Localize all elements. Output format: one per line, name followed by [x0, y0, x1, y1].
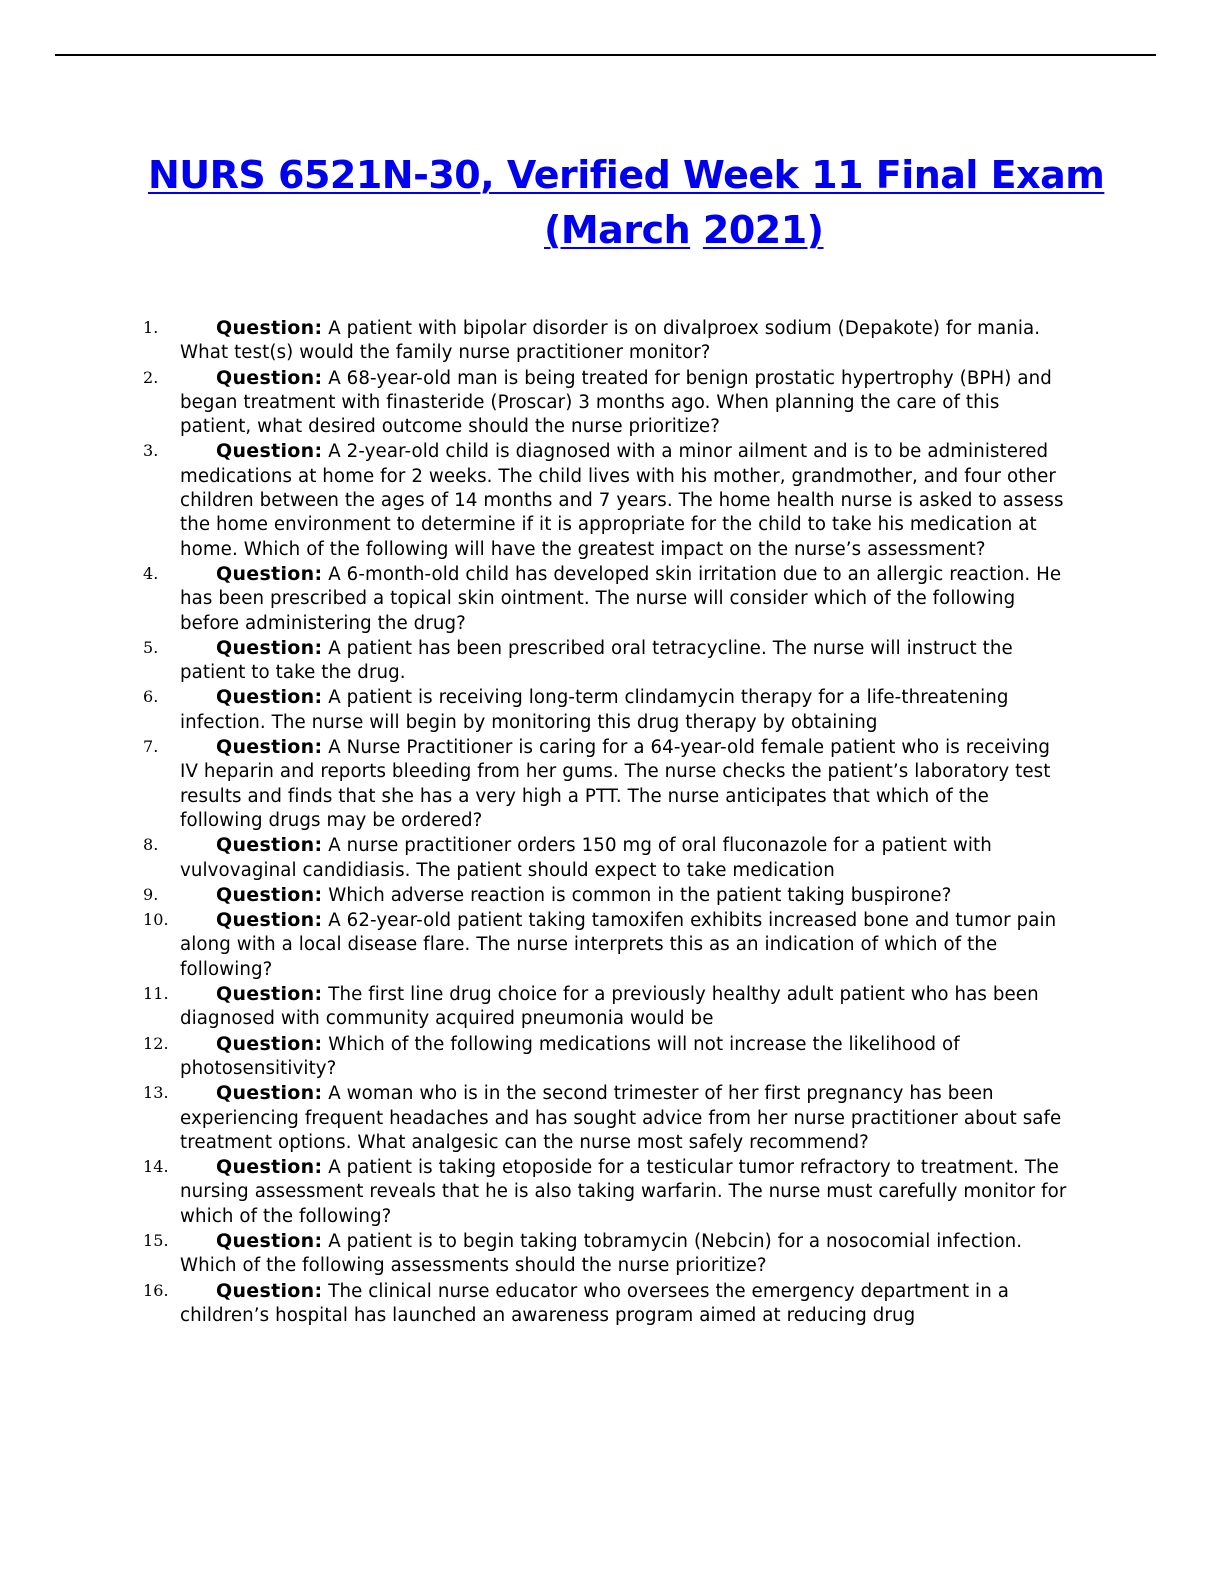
- question-label: Question:: [216, 366, 323, 389]
- question-number: 7.: [143, 737, 159, 757]
- question-text: A nurse practitioner orders 150 mg of oral fluconazole for a patient with vulvovaginal candidiasis. The patient should expect to take medication: [180, 835, 992, 881]
- question-label: Question:: [216, 317, 323, 339]
- question-item: [143, 316, 1068, 366]
- question-number: 16.: [143, 1280, 169, 1300]
- question-number: 5.: [143, 637, 159, 657]
- question-item: [143, 562, 1068, 636]
- question-text: A patient has been prescribed oral tetracycline. The nurse will instruct the patient to take the drug.: [180, 637, 1013, 684]
- question-list: [143, 316, 1068, 1328]
- question-number: 6.: [143, 687, 159, 707]
- question-text: The first line drug choice for a previously healthy adult patient who has been diagnosed with community acquired pneumonia would be: [180, 984, 1039, 1030]
- question-number: 4.: [143, 563, 159, 583]
- question-item: [143, 439, 1068, 561]
- question-number: 15.: [143, 1230, 169, 1250]
- question-label: Question:: [216, 736, 323, 759]
- title-link-month[interactable]: (March: [544, 208, 691, 252]
- question-text: A 68-year-old man is being treated for benign prostatic hypertrophy (BPH) and began treatment with finasteride (Proscar) 3 months ago. When planning the care of this patient, what desired outcome should the nurse prioritize?: [180, 367, 1052, 438]
- title-line-2: [148, 203, 1108, 258]
- question-text: A patient is receiving long-term clindamycin therapy for a life-threatening infection. The nurse will begin by monitoring this drug therapy by obtaining: [180, 687, 1009, 733]
- question-text: A Nurse Practitioner is caring for a 64-year-old female patient who is receiving IV heparin and reports bleeding from her gums. The nurse checks the patient’s laboratory test results and finds that she has a very high a PTT. The nurse anticipates that which of the following drugs may be ordered?: [180, 737, 1051, 831]
- question-item: [143, 685, 1068, 735]
- question-item: [143, 833, 1068, 883]
- question-label: Question:: [216, 1229, 323, 1252]
- question-text: A 62-year-old patient taking tamoxifen exhibits increased bone and tumor pain along with a local disease flare. The nurse interprets this as an indication of which of the following?: [180, 910, 1057, 980]
- question-number: 12.: [143, 1033, 169, 1053]
- question-label: Question:: [216, 834, 323, 857]
- question-item: [143, 883, 1068, 908]
- question-label: Question:: [216, 686, 323, 709]
- question-label: Question:: [216, 636, 323, 659]
- question-number: 14.: [143, 1157, 169, 1177]
- question-text: A 6-month-old child has developed skin irritation due to an allergic reaction. He has been prescribed a topical skin ointment. The nurse will consider which of the following before administering the drug?: [180, 563, 1062, 634]
- question-text: A patient is to begin taking tobramycin (Nebcin) for a nosocomial infection. Which of the following assessments should the nurse prioritize?: [180, 1230, 1023, 1277]
- top-horizontal-rule: [55, 54, 1156, 56]
- question-item: [143, 1155, 1068, 1229]
- question-number: 3.: [143, 441, 159, 461]
- title-link-year[interactable]: 2021): [702, 208, 824, 252]
- question-label: Question:: [216, 909, 323, 932]
- question-label: Question:: [216, 983, 323, 1006]
- question-label: Question:: [216, 1279, 323, 1302]
- question-label: Question:: [216, 562, 323, 585]
- title-link-course[interactable]: NURS 6521N-30, Verified Week 11 Final Exam: [148, 153, 1105, 197]
- question-item: [143, 908, 1068, 982]
- document-title: [148, 148, 1108, 258]
- question-number: 2.: [143, 367, 159, 387]
- question-text: A 2-year-old child is diagnosed with a minor ailment and is to be administered medications at home for 2 weeks. The child lives with his mother, grandmother, and four other children between the ages of 14 months and 7 years. The home health nurse is asked to assess the home environment to determine if it is appropriate for the child to take his medication at home. Which of the following will have the greatest impact on the nurse’s assessment?: [180, 441, 1064, 560]
- question-text: A patient is taking etoposide for a testicular tumor refractory to treatment. The nursing assessment reveals that he is also taking warfarin. The nurse must carefully monitor for which of the following?: [180, 1157, 1067, 1227]
- question-number: 1.: [143, 318, 159, 337]
- question-item: [143, 982, 1068, 1032]
- question-number: 11.: [143, 984, 169, 1004]
- question-text: A patient with bipolar disorder is on divalproex sodium (Depakote) for mania. What test(s) would the family nurse practitioner monitor?: [180, 318, 1041, 364]
- question-item: [143, 1229, 1068, 1279]
- question-label: Question:: [216, 1032, 323, 1055]
- question-number: 13.: [143, 1083, 169, 1103]
- question-item: [143, 1081, 1068, 1155]
- question-label: Question:: [216, 1156, 323, 1179]
- question-label: Question:: [216, 883, 323, 906]
- question-label: Question:: [216, 1082, 323, 1105]
- question-item: [143, 735, 1068, 833]
- question-text: A woman who is in the second trimester of her first pregnancy has been experiencing frequent headaches and has sought advice from her nurse practitioner about safe treatment options. What analgesic can the nurse most safely recommend?: [180, 1083, 1062, 1153]
- question-number: 8.: [143, 835, 159, 855]
- question-item: [143, 1032, 1068, 1082]
- question-item: [143, 366, 1068, 440]
- title-line-1: [148, 148, 1108, 203]
- question-text: Which of the following medications will not increase the likelihood of photosensitivity?: [180, 1033, 960, 1079]
- question-text: The clinical nurse educator who oversees the emergency department in a children’s hospital has launched an awareness program aimed at reducing drug: [180, 1280, 1009, 1326]
- question-label: Question:: [216, 440, 323, 463]
- question-item: [143, 636, 1068, 686]
- question-number: 10.: [143, 910, 169, 930]
- question-text: Which adverse reaction is common in the patient taking buspirone?: [322, 884, 952, 906]
- question-number: 9.: [143, 884, 159, 904]
- question-item: [143, 1279, 1068, 1329]
